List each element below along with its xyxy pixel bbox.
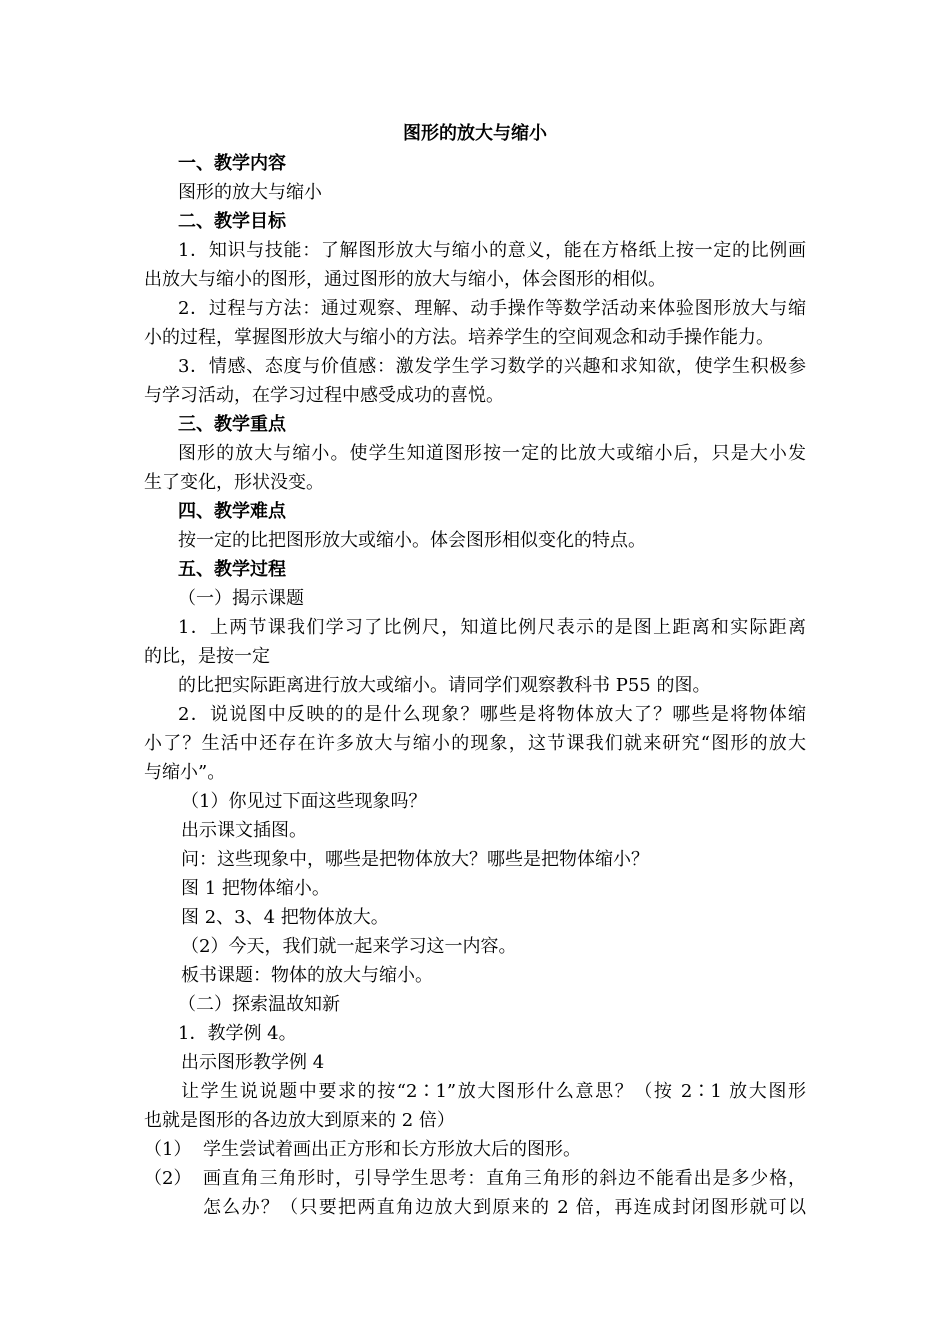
paragraph: 出放大与缩小的图形，通过图形的放大与缩小，体会图形的相似。 xyxy=(144,269,666,290)
paragraph: 2．说说图中反映的的是什么现象？哪些是将物体放大了？哪些是将物体缩 xyxy=(178,704,806,725)
paragraph: 板书课题：物体的放大与缩小。 xyxy=(181,965,433,986)
paragraph: 让学生说说题中要求的按“2∶1”放大图形什么意思？（按 2∶1 放大图形 xyxy=(181,1081,806,1102)
paragraph: 2．过程与方法：通过观察、理解、动手操作等数学活动来体验图形放大与缩 xyxy=(178,298,806,319)
paragraph: 与缩小”。 xyxy=(144,762,226,783)
paragraph: 图形的放大与缩小 xyxy=(178,182,322,203)
paragraph: 的比，是按一定 xyxy=(144,646,270,667)
paragraph: 的比把实际距离进行放大或缩小。请同学们观察教科书 P55 的图。 xyxy=(178,675,711,696)
paragraph: 图形的放大与缩小。使学生知道图形按一定的比放大或缩小后，只是大小发 xyxy=(178,443,806,464)
heading-key-points: 三、教学重点 xyxy=(178,414,286,435)
subheading: （一）揭示课题 xyxy=(178,588,304,609)
paragraph: 出示课文插图。 xyxy=(181,820,307,841)
list-item: 怎么办？（只要把两直角边放大到原来的 2 倍，再连成封闭图形就可以 xyxy=(203,1197,806,1218)
paragraph: 1．知识与技能：了解图形放大与缩小的意义，能在方格纸上按一定的比例画 xyxy=(178,240,806,261)
heading-process: 五、教学过程 xyxy=(178,559,286,580)
list-item: 学生尝试着画出正方形和长方形放大后的图形。 xyxy=(203,1139,581,1160)
paragraph: 生了变化，形状没变。 xyxy=(144,472,324,493)
paragraph: （1）你见过下面这些现象吗？ xyxy=(181,791,427,812)
paragraph: 图 1 把物体缩小。 xyxy=(181,878,330,899)
paragraph: 也就是图形的各边放大到原来的 2 倍） xyxy=(144,1110,455,1131)
paragraph: 3．情感、态度与价值感：激发学生学习数学的兴趣和求知欲，使学生积极参 xyxy=(178,356,806,377)
document-title: 图形的放大与缩小 xyxy=(403,123,547,144)
paragraph: 出示图形教学例 4 xyxy=(181,1052,325,1073)
heading-content: 一、教学内容 xyxy=(178,153,286,174)
list-number: （1） xyxy=(144,1139,192,1160)
heading-difficulties: 四、教学难点 xyxy=(178,501,286,522)
paragraph: 按一定的比把图形放大或缩小。体会图形相似变化的特点。 xyxy=(178,530,646,551)
list-number: （2） xyxy=(144,1168,192,1189)
paragraph: 图 2、3、4 把物体放大。 xyxy=(181,907,389,928)
subheading: （二）探索温故知新 xyxy=(178,994,340,1015)
paragraph: 小的过程，掌握图形放大与缩小的方法。培养学生的空间观念和动手操作能力。 xyxy=(144,327,774,348)
paragraph: 小了？生活中还存在许多放大与缩小的现象，这节课我们就来研究“图形的放大 xyxy=(144,733,806,754)
list-item: 画直角三角形时，引导学生思考：直角三角形的斜边不能看出是多少格， xyxy=(203,1168,806,1189)
heading-objectives: 二、教学目标 xyxy=(178,211,286,232)
paragraph: 1．教学例 4。 xyxy=(178,1023,297,1044)
paragraph: 1．上两节课我们学习了比例尺，知道比例尺表示的是图上距离和实际距离 xyxy=(178,617,806,638)
paragraph: 与学习活动，在学习过程中感受成功的喜悦。 xyxy=(144,385,504,406)
paragraph: （2）今天，我们就一起来学习这一内容。 xyxy=(181,936,517,957)
paragraph: 问：这些现象中，哪些是把物体放大？哪些是把物体缩小？ xyxy=(181,849,649,870)
